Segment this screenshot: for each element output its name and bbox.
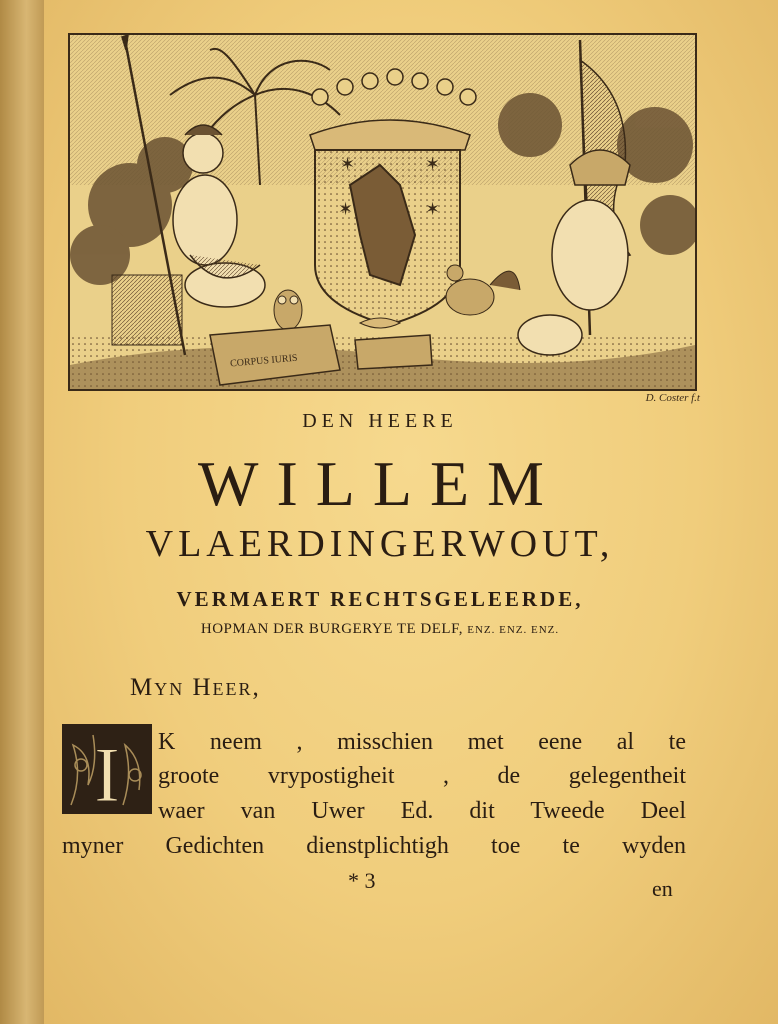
title-line-2-tail: ENZ. ENZ. ENZ. xyxy=(467,624,560,636)
engraving-illustration xyxy=(70,35,695,389)
book-label: CORPUS IURIS xyxy=(229,352,298,370)
svg-text:✶: ✶ xyxy=(425,199,441,219)
coat-of-arms-engraving xyxy=(68,33,697,391)
svg-text:✶: ✶ xyxy=(340,154,356,174)
surname-heading: VLAERDINGERWOUT, xyxy=(145,523,615,565)
dedication-heading: DEN HEERE xyxy=(302,410,458,432)
heraldic-shield xyxy=(315,150,460,325)
ornamental-drop-cap xyxy=(62,724,152,814)
svg-text:✶: ✶ xyxy=(338,199,354,219)
svg-text:✶: ✶ xyxy=(425,154,441,174)
body-line-3: waer van Uwer Ed. dit Tweede Deel xyxy=(158,798,686,824)
title-line-1: VERMAERT RECHTSGELEERDE, xyxy=(176,587,584,611)
title-line-2-main: HOPMAN DER BURGERYE TE DELF, xyxy=(200,621,463,637)
signature-mark: * 3 xyxy=(348,868,376,893)
first-name-heading: WILLEM xyxy=(198,448,562,519)
catchword: en xyxy=(652,876,673,901)
owl xyxy=(274,290,302,330)
title-line-2 xyxy=(60,621,700,638)
engraver-signature: D. Coster f.t xyxy=(645,392,700,404)
drop-cap-ornament xyxy=(63,725,151,813)
body-line-2: groote vrypostigheit , de gelegentheit xyxy=(158,763,686,789)
salutation: Myn Heer, xyxy=(130,674,261,701)
body-line-1: K neem , misschien met eene al te xyxy=(158,729,686,755)
drop-cap-letter: I xyxy=(94,731,120,813)
book-spine xyxy=(0,0,44,1024)
body-line-4: myner Gedichten dienstplichtigh toe te wyden xyxy=(62,833,686,859)
